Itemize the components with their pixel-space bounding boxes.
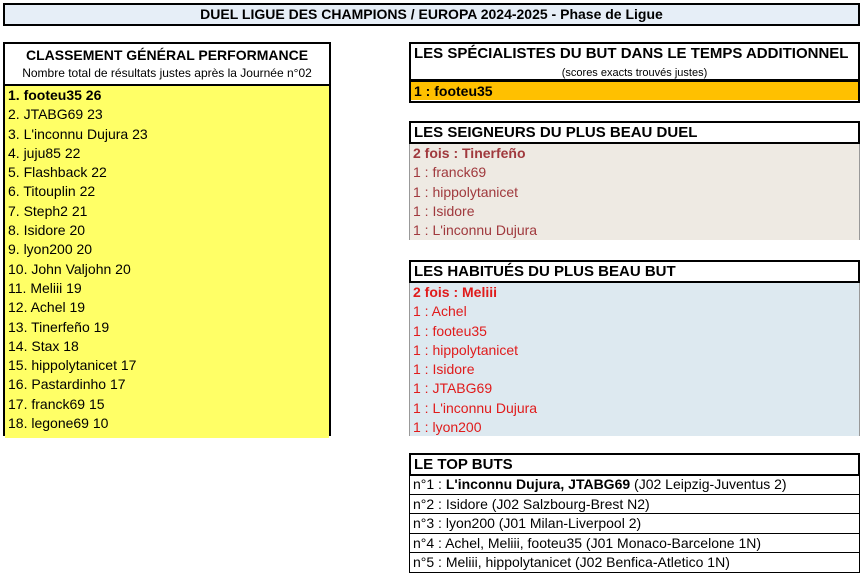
ranking-row: 6. Titouplin 22 [8,183,96,200]
top-but-row [410,514,859,534]
ranking-header [5,44,329,86]
top-but-rank: n°3 : [413,515,446,532]
list-item: 2 fois : Meliii [413,284,498,300]
top-but-rank: n°4 : [413,534,446,551]
top-but-rank: n°2 : [413,495,446,512]
top-but-winners: L'inconnu Dujura, JTABG69 [445,476,631,492]
list-item: 1 : lyon200 [413,419,482,436]
ranking-row: 5. Flashback 22 [8,164,107,181]
habitues-title: LES HABITUÉS DU PLUS BEAU BUT [414,263,676,280]
specialists-list [409,81,860,103]
top-but-detail: (J02 Leipzig-Juventus 2) [630,476,787,492]
ranking-panel [3,42,331,436]
ranking-title: CLASSEMENT GÉNÉRAL PERFORMANCE [25,47,309,63]
topbuts-list [409,475,860,573]
topbuts-title: LE TOP BUTS [414,456,513,473]
top-but-row [410,475,859,495]
top-but-row [410,534,859,554]
list-item: 1 : franck69 [413,164,487,181]
list-item: 1 : footeu35 [411,82,858,100]
list-item: 2 fois : Tinerfeño [413,145,526,161]
top-but-detail: lyon200 (J01 Milan-Liverpool 2) [445,515,642,532]
ranking-row: 3. L'inconnu Dujura 23 [8,125,148,142]
top-but-detail: Isidore (J02 Salzbourg-Brest N2) [445,495,650,512]
top-but-detail: Meliii, hippolytanicet (J02 Benfica-Atletico 1N) [445,554,730,571]
seigneurs-header [409,121,860,144]
habitues-list [409,283,860,436]
ranking-subtitle: Nombre total de résultats justes après la Journée n°02 [22,66,312,80]
ranking-row: 2. JTABG69 23 [8,106,103,123]
list-item: 1 : JTABG69 [413,380,493,397]
ranking-row: 8. Isidore 20 [8,222,86,239]
ranking-row: 14. Stax 18 [8,337,79,354]
ranking-row: 17. franck69 15 [8,395,105,412]
ranking-row: 4. juju85 22 [8,144,81,161]
top-but-row [410,495,859,515]
list-item: 1 : Achel [413,303,467,320]
ranking-row: 7. Steph2 21 [8,202,88,219]
ranking-row: 10. John Valjohn 20 [8,260,131,277]
habitues-header [409,260,860,283]
ranking-row: 12. Achel 19 [8,299,86,316]
list-item: 1 : hippolytanicet [413,183,519,200]
seigneurs-list [409,144,860,240]
ranking-row: 16. Pastardinho 17 [8,376,126,393]
page-title: DUEL LIGUE DES CHAMPIONS / EUROPA 2024-2025 - Phase de Ligue [3,3,860,26]
specialists-title: LES SPÉCIALISTES DU BUT DANS LE TEMPS ADDITIONNEL [414,45,849,62]
ranking-row: 1. footeu35 26 [8,87,102,103]
list-item: 1 : L'inconnu Dujura [413,222,538,239]
specialists-panel [409,42,860,81]
top-but-detail: Achel, Meliii, footeu35 (J01 Monaco-Barcelone 1N) [445,534,762,551]
ranking-row: 18. legone69 10 [8,415,109,432]
specialists-subtitle: (scores exacts trouvés justes) [561,67,708,79]
list-item: 1 : L'inconnu Dujura [413,399,538,416]
list-item: 1 : hippolytanicet [413,341,519,358]
topbuts-header [409,453,860,476]
top-but-row [410,553,859,573]
ranking-row: 11. Meliii 19 [8,279,82,296]
seigneurs-title: LES SEIGNEURS DU PLUS BEAU DUEL [414,124,698,141]
top-but-rank: n°5 : [413,554,446,571]
ranking-row: 15. hippolytanicet 17 [8,357,137,374]
ranking-list [5,86,329,438]
ranking-row: 9. lyon200 20 [8,241,93,258]
ranking-row: 13. Tinerfeño 19 [8,318,110,335]
list-item: 1 : Isidore [413,361,475,378]
list-item: 1 : Isidore [413,202,475,219]
list-item: 1 : footeu35 [413,322,487,339]
top-but-rank: n°1 : [413,476,446,492]
